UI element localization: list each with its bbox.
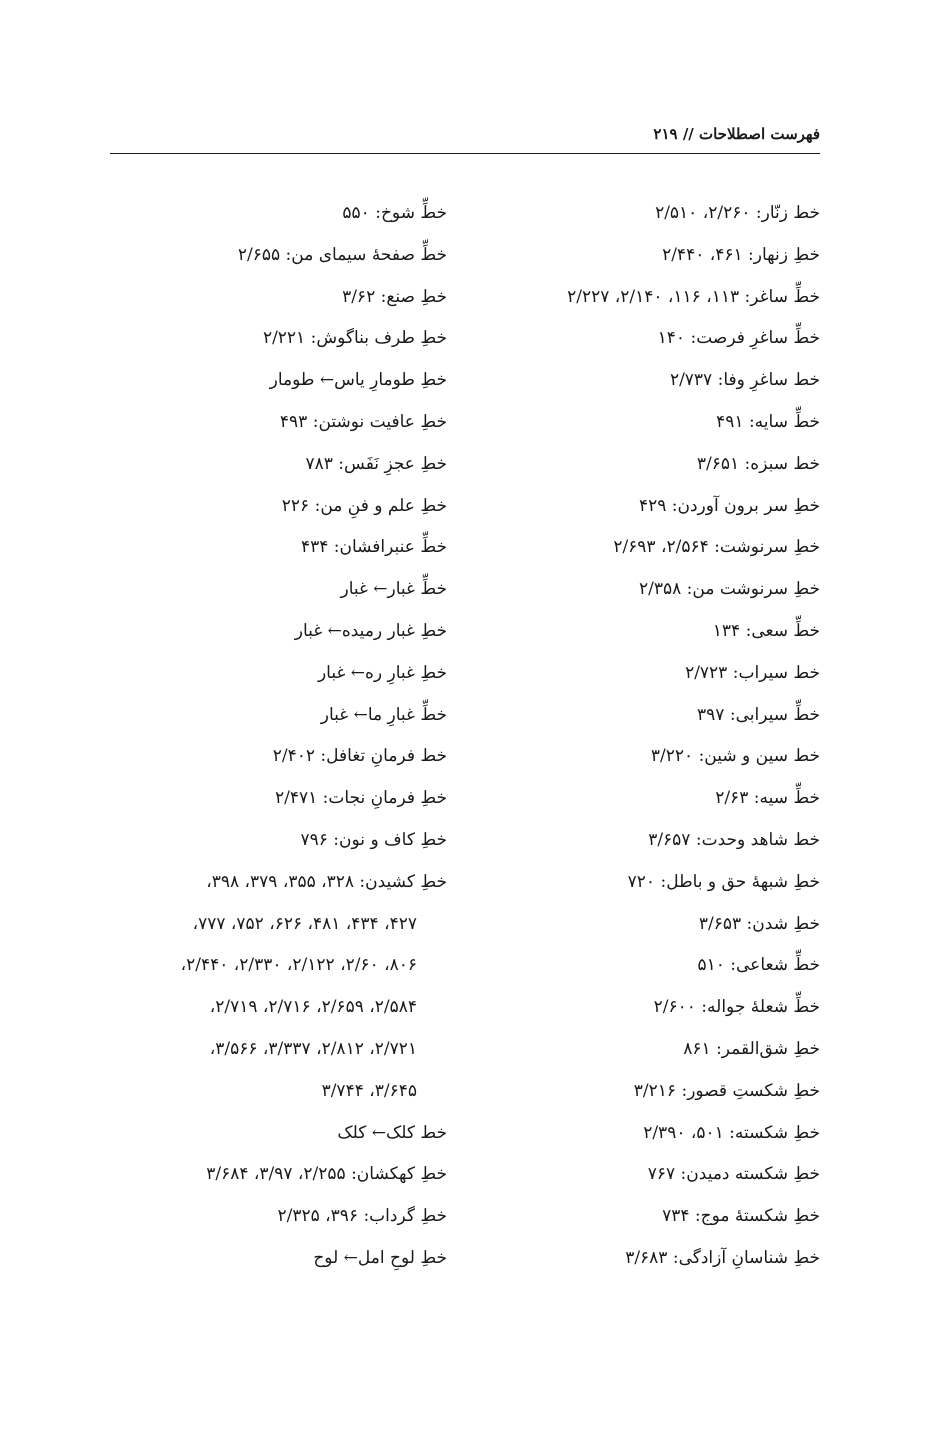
index-entry: خطِّ سایه: ۴۹۱ — [716, 411, 820, 432]
index-entry: خطِ صنع: ۳/۶۲ — [342, 286, 447, 307]
left-column — [102, 193, 447, 1280]
index-entry: خطِ لوحِ امل← لوح — [313, 1247, 447, 1268]
right-column — [480, 193, 820, 1280]
index-entry: خط کلک← کلک — [337, 1122, 447, 1143]
index-entry: خطِ عافیت نوشتن: ۴۹۳ — [279, 411, 447, 432]
index-entry: خط سین و شین: ۳/۲۲۰ — [650, 746, 820, 767]
index-entry: خطِ شبههٔ حق و باطل: ۷۲۰ — [627, 871, 820, 892]
index-entry-continuation: ۴۲۷، ۴۳۴، ۴۸۱، ۶۲۶، ۷۵۲، ۷۷۷، — [192, 913, 417, 934]
index-entry: خط شاهد وحدت: ۳/۶۵۷ — [648, 829, 820, 850]
index-entry: خطِ علم و فنِ من: ۲۲۶ — [281, 495, 447, 516]
index-entry: خطِّ سیه: ۲/۶۳ — [715, 788, 820, 809]
index-entry: خطِّ عنبرافشان: ۴۳۴ — [300, 537, 447, 558]
index-entry: خطِ شق‌القمر: ۸۶۱ — [683, 1038, 820, 1059]
index-entry-continuation: ۸۰۶، ۲/۶۰، ۲/۱۲۲، ۲/۳۳۰، ۲/۴۴۰، — [180, 955, 417, 976]
index-entry-continuation: ۲/۷۲۱، ۲/۸۱۲، ۳/۳۳۷، ۳/۵۶۶، — [209, 1038, 417, 1059]
index-entry: خط زنّار: ۲/۲۶۰، ۲/۵۱۰ — [655, 203, 820, 223]
index-entry: خطِ کاف و نون: ۷۹۶ — [300, 829, 447, 850]
index-entry: خطِ غبارِ ره← غبار — [317, 662, 447, 683]
index-entry: خطِ شناسانِ آزادگی: ۳/۶۸۳ — [625, 1247, 820, 1268]
index-entry: خطِّ غبار← غبار — [340, 579, 447, 600]
index-entry: خطِ طومارِ یاس← طومار — [269, 370, 447, 391]
running-head: فهرست اصطلاحات // ۲۱۹ — [653, 125, 820, 143]
index-entry: خطِّ سعی: ۱۳۴ — [712, 620, 820, 641]
index-entry: خطِّ شعاعی: ۵۱۰ — [697, 955, 820, 976]
index-entry: خط سیراب: ۲/۷۲۳ — [685, 662, 820, 683]
header-rule — [110, 153, 820, 154]
index-entry: خطِّ غبارِ ما← غبار — [320, 704, 447, 725]
index-entry: خطِّ ساغرِ فرصت: ۱۴۰ — [657, 328, 820, 349]
index-entry: خطِ زنهار: ۴۶۱، ۲/۴۴۰ — [662, 244, 820, 265]
index-entry: خطِ گرداب: ۳۹۶، ۲/۳۲۵ — [277, 1206, 447, 1227]
index-entry: خطِّ شوخ: ۵۵۰ — [342, 203, 447, 223]
index-entry: خطِّ شعلهٔ جواله: ۲/۶۰۰ — [653, 997, 820, 1018]
index-entry: خطِ سرنوشت من: ۲/۳۵۸ — [639, 579, 820, 600]
index-entry: خطِّ سیرابی: ۳۹۷ — [697, 704, 820, 725]
index-entry-continuation: ۳/۶۴۵، ۳/۷۴۴ — [321, 1080, 417, 1101]
index-entry: خطِ شکستهٔ موج: ۷۳۴ — [662, 1206, 820, 1227]
index-entry: خط ساغرِ وفا: ۲/۷۳۷ — [669, 370, 820, 391]
index-entry: خطِ فرمانِ نجات: ۲/۴۷۱ — [274, 788, 447, 809]
index-entry: خطِّ ساغر: ۱۱۳، ۱۱۶، ۲/۱۴۰، ۲/۲۲۷ — [567, 286, 820, 307]
index-entry: خط فرمانِ تغافل: ۲/۴۰۲ — [272, 746, 447, 767]
index-entry: خطِ عجزِ نَفَس: ۷۸۳ — [305, 453, 447, 474]
index-entry: خطِ شکسته: ۵۰۱، ۲/۳۹۰ — [643, 1122, 820, 1143]
index-entry: خطِ شکستِ قصور: ۳/۲۱۶ — [633, 1080, 820, 1101]
index-entry: خطِ طرف بناگوش: ۲/۲۲۱ — [262, 328, 447, 349]
index-entry: خطِ شکسته دمیدن: ۷۶۷ — [647, 1164, 820, 1185]
index-entry: خطِ سر برون آوردن: ۴۲۹ — [638, 495, 820, 516]
index-entry: خطِ سرنوشت: ۲/۵۶۴، ۲/۶۹۳ — [613, 537, 820, 558]
index-entry: خطِ غبار رمیده← غبار — [294, 620, 447, 641]
index-entry: خطِ کشیدن: ۳۲۸، ۳۵۵، ۳۷۹، ۳۹۸، — [206, 871, 447, 892]
index-entry-continuation: ۲/۵۸۴، ۲/۶۵۹، ۲/۷۱۶، ۲/۷۱۹، — [209, 997, 417, 1018]
index-entry: خطِ کهکشان: ۲/۲۵۵، ۳/۹۷، ۳/۶۸۴ — [206, 1164, 447, 1185]
index-entry: خطِ شدن: ۳/۶۵۳ — [698, 913, 820, 934]
index-entry: خطِّ صفحهٔ سیمای من: ۲/۶۵۵ — [237, 244, 447, 265]
index-entry: خط سبزه: ۳/۶۵۱ — [696, 453, 820, 474]
